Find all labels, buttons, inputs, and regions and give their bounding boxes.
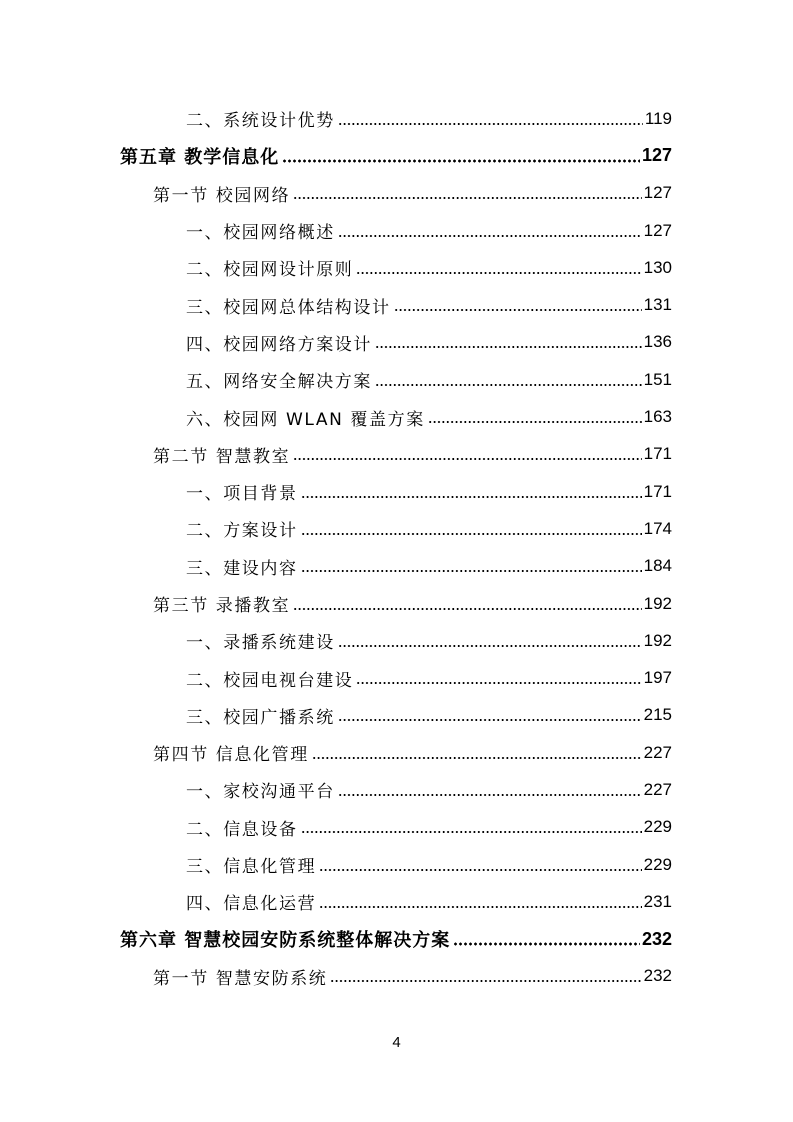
toc-entry-page: 127 [643, 183, 672, 203]
toc-entry-label: 第一节 智慧安防系统 [153, 968, 328, 989]
toc-entry[interactable] [0, 846, 793, 883]
page-number: 4 [392, 1034, 401, 1051]
toc-entry[interactable] [0, 100, 793, 137]
toc-entry-label: 二、系统设计优势 [186, 111, 335, 132]
toc-entry-label: 四、校园网络方案设计 [186, 334, 372, 355]
toc-entry[interactable] [0, 473, 793, 510]
toc-dot-leader [319, 905, 641, 909]
toc-entry-label: 一、校园网络概述 [186, 223, 335, 244]
toc-entry-label: 第一节 校园网络 [153, 185, 291, 206]
toc-dot-leader [453, 942, 640, 946]
toc-entry[interactable] [0, 175, 793, 212]
toc-entry-label: 第四节 信息化管理 [153, 745, 309, 766]
toc-entry[interactable] [0, 659, 793, 696]
toc-dot-leader [293, 196, 641, 200]
toc-entry-label: 二、方案设计 [186, 521, 298, 542]
toc-entry-label: 第六章 智慧校园安防系统整体解决方案 [120, 930, 451, 952]
toc-entry[interactable] [0, 921, 793, 958]
toc-entry[interactable] [0, 436, 793, 473]
toc-entry[interactable] [0, 510, 793, 547]
toc-entry-page: 229 [643, 817, 672, 837]
toc-entry-label: 一、家校沟通平台 [186, 782, 335, 803]
toc-dot-leader [375, 383, 642, 387]
toc-entry-label: 二、校园网设计原则 [186, 260, 354, 281]
toc-entry-page: 231 [643, 891, 672, 911]
toc-entry-page: 136 [643, 332, 672, 352]
toc-entry-page: 130 [643, 257, 672, 277]
toc-entry[interactable] [0, 398, 793, 435]
toc-dot-leader [338, 793, 642, 797]
toc-entry[interactable] [0, 734, 793, 771]
toc-entry-page: 232 [643, 966, 672, 986]
toc-entry-page: 227 [643, 779, 672, 799]
toc-entry-page: 229 [643, 854, 672, 874]
table-of-contents [0, 100, 793, 995]
toc-entry-label: 六、校园网 WLAN 覆盖方案 [186, 409, 425, 430]
toc-entry[interactable] [0, 883, 793, 920]
toc-dot-leader [312, 756, 642, 760]
toc-entry-label: 五、网络安全解决方案 [186, 372, 372, 393]
toc-dot-leader [338, 718, 642, 722]
toc-dot-leader [338, 122, 643, 126]
toc-entry-page: 151 [643, 369, 672, 389]
toc-entry[interactable] [0, 548, 793, 585]
toc-entry-label: 一、项目背景 [186, 484, 298, 505]
toc-entry[interactable] [0, 585, 793, 622]
toc-entry[interactable] [0, 249, 793, 286]
toc-entry[interactable] [0, 697, 793, 734]
toc-entry-label: 三、信息化管理 [186, 857, 317, 878]
toc-entry-page: 171 [643, 481, 672, 501]
toc-dot-leader [301, 830, 642, 834]
toc-entry-label: 三、建设内容 [186, 558, 298, 579]
toc-entry[interactable] [0, 771, 793, 808]
toc-entry-label: 第五章 教学信息化 [120, 146, 280, 168]
toc-entry[interactable] [0, 958, 793, 995]
toc-dot-leader [330, 979, 641, 983]
toc-entry[interactable] [0, 809, 793, 846]
toc-entry-label: 第三节 录播教室 [153, 596, 291, 616]
toc-entry-label: 三、校园网总体结构设计 [186, 297, 391, 318]
toc-dot-leader [356, 271, 641, 275]
toc-entry[interactable] [0, 622, 793, 659]
toc-dot-leader [301, 532, 642, 536]
toc-dot-leader [301, 495, 642, 499]
toc-dot-leader [356, 681, 641, 685]
toc-entry[interactable] [0, 324, 793, 361]
toc-entry-label: 一、录播系统建设 [186, 633, 335, 654]
toc-dot-leader [394, 308, 642, 312]
toc-entry[interactable] [0, 212, 793, 249]
toc-entry-label: 二、信息设备 [186, 819, 298, 840]
toc-entry-page: 184 [643, 556, 672, 576]
toc-dot-leader [282, 159, 640, 163]
toc-entry-label: 第二节 智慧教室 [153, 446, 291, 467]
toc-entry-page: 163 [643, 407, 672, 427]
toc-entry-page: 171 [643, 444, 672, 464]
toc-entry[interactable] [0, 137, 793, 174]
toc-entry-page: 197 [643, 668, 672, 688]
toc-entry-page: 192 [643, 593, 672, 613]
toc-dot-leader [428, 420, 642, 424]
toc-entry-page: 192 [643, 630, 672, 650]
toc-dot-leader [301, 569, 642, 573]
toc-entry-page: 215 [643, 705, 672, 725]
toc-entry-label: 四、信息化运营 [186, 894, 317, 915]
toc-dot-leader [338, 644, 642, 648]
toc-entry-page: 174 [643, 518, 672, 538]
toc-dot-leader [293, 607, 641, 611]
toc-entry-page: 127 [643, 220, 672, 240]
toc-dot-leader [293, 457, 641, 461]
toc-entry-label: 三、校园广播系统 [186, 707, 335, 728]
toc-entry[interactable] [0, 361, 793, 398]
toc-entry-page: 131 [643, 295, 672, 315]
toc-dot-leader [338, 234, 642, 238]
toc-entry-page: 232 [641, 928, 672, 949]
toc-entry-page: 227 [643, 742, 672, 762]
toc-dot-leader [375, 345, 642, 349]
toc-entry-label: 二、校园电视台建设 [186, 670, 354, 691]
toc-entry[interactable] [0, 286, 793, 323]
toc-dot-leader [319, 868, 641, 872]
toc-entry-page: 119 [644, 108, 672, 128]
toc-entry-page: 127 [641, 145, 672, 166]
